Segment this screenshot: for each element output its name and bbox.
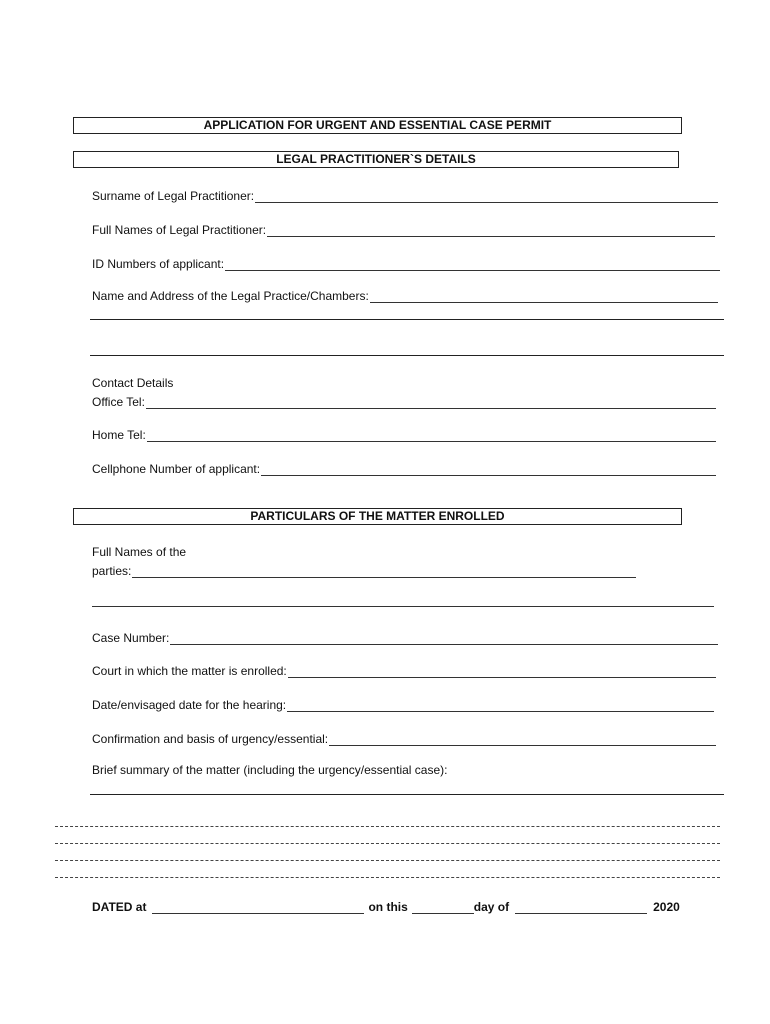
on-this-label: on this (368, 900, 408, 914)
practice-address-blank[interactable] (370, 290, 718, 303)
hearing-date-field[interactable] (92, 696, 714, 712)
urgency-basis-field[interactable] (92, 730, 716, 746)
practice-address-line-3[interactable] (90, 355, 724, 356)
urgency-basis-blank[interactable] (329, 733, 716, 746)
parties-line-2[interactable] (92, 606, 714, 607)
home-tel-field[interactable] (92, 426, 716, 442)
hearing-date-blank[interactable] (287, 699, 714, 712)
case-number-label: Case Number: (92, 631, 170, 645)
dated-row (92, 898, 680, 914)
case-number-field[interactable] (92, 629, 718, 645)
month-blank[interactable] (515, 901, 647, 914)
court-blank[interactable] (288, 665, 716, 678)
office-tel-blank[interactable] (146, 396, 716, 409)
practice-address-field[interactable] (92, 287, 718, 303)
parties-blank[interactable] (132, 565, 636, 578)
full-names-blank[interactable] (267, 224, 715, 237)
court-label: Court in which the matter is enrolled: (92, 664, 287, 678)
parties-label-line1: Full Names of the (92, 545, 187, 559)
parties-field[interactable] (92, 562, 636, 578)
case-number-blank[interactable] (170, 632, 718, 645)
office-tel-field[interactable] (92, 393, 716, 409)
hearing-date-label: Date/envisaged date for the hearing: (92, 698, 287, 712)
summary-label: Brief summary of the matter (including the urgency/essential case): (92, 763, 448, 777)
surname-label: Surname of Legal Practitioner: (92, 189, 255, 203)
cellphone-blank[interactable] (261, 463, 716, 476)
summary-line-4[interactable] (55, 860, 720, 861)
id-numbers-blank[interactable] (225, 258, 720, 271)
id-numbers-field[interactable] (92, 255, 720, 271)
court-field[interactable] (92, 662, 716, 678)
urgency-basis-label: Confirmation and basis of urgency/essential: (92, 732, 329, 746)
cellphone-label: Cellphone Number of applicant: (92, 462, 261, 476)
contact-details-label: Contact Details (92, 376, 174, 390)
surname-field[interactable] (92, 187, 718, 203)
home-tel-label: Home Tel: (92, 428, 146, 442)
dated-place-blank[interactable] (152, 901, 364, 914)
day-of-label: day of (473, 900, 510, 914)
summary-line-1[interactable] (90, 794, 724, 795)
parties-label: parties: (92, 564, 132, 578)
office-tel-label: Office Tel: (92, 395, 145, 409)
day-blank[interactable] (412, 901, 474, 914)
practice-address-label: Name and Address of the Legal Practice/Chambers: (92, 289, 369, 303)
year-label: 2020 (653, 900, 680, 914)
summary-line-5[interactable] (55, 877, 720, 878)
full-names-field[interactable] (92, 221, 715, 237)
cellphone-field[interactable] (92, 460, 716, 476)
summary-line-2[interactable] (55, 826, 720, 827)
full-names-label: Full Names of Legal Practitioner: (92, 223, 267, 237)
id-numbers-label: ID Numbers of applicant: (92, 257, 225, 271)
home-tel-blank[interactable] (147, 429, 716, 442)
practitioner-section-heading: LEGAL PRACTITIONER`S DETAILS (73, 151, 679, 168)
matter-section-heading: PARTICULARS OF THE MATTER ENROLLED (73, 508, 682, 525)
dated-at-label: DATED at (92, 900, 147, 914)
practice-address-line-2[interactable] (90, 319, 724, 320)
form-title: APPLICATION FOR URGENT AND ESSENTIAL CASE PERMIT (73, 117, 682, 134)
surname-blank[interactable] (255, 190, 718, 203)
summary-line-3[interactable] (55, 843, 720, 844)
